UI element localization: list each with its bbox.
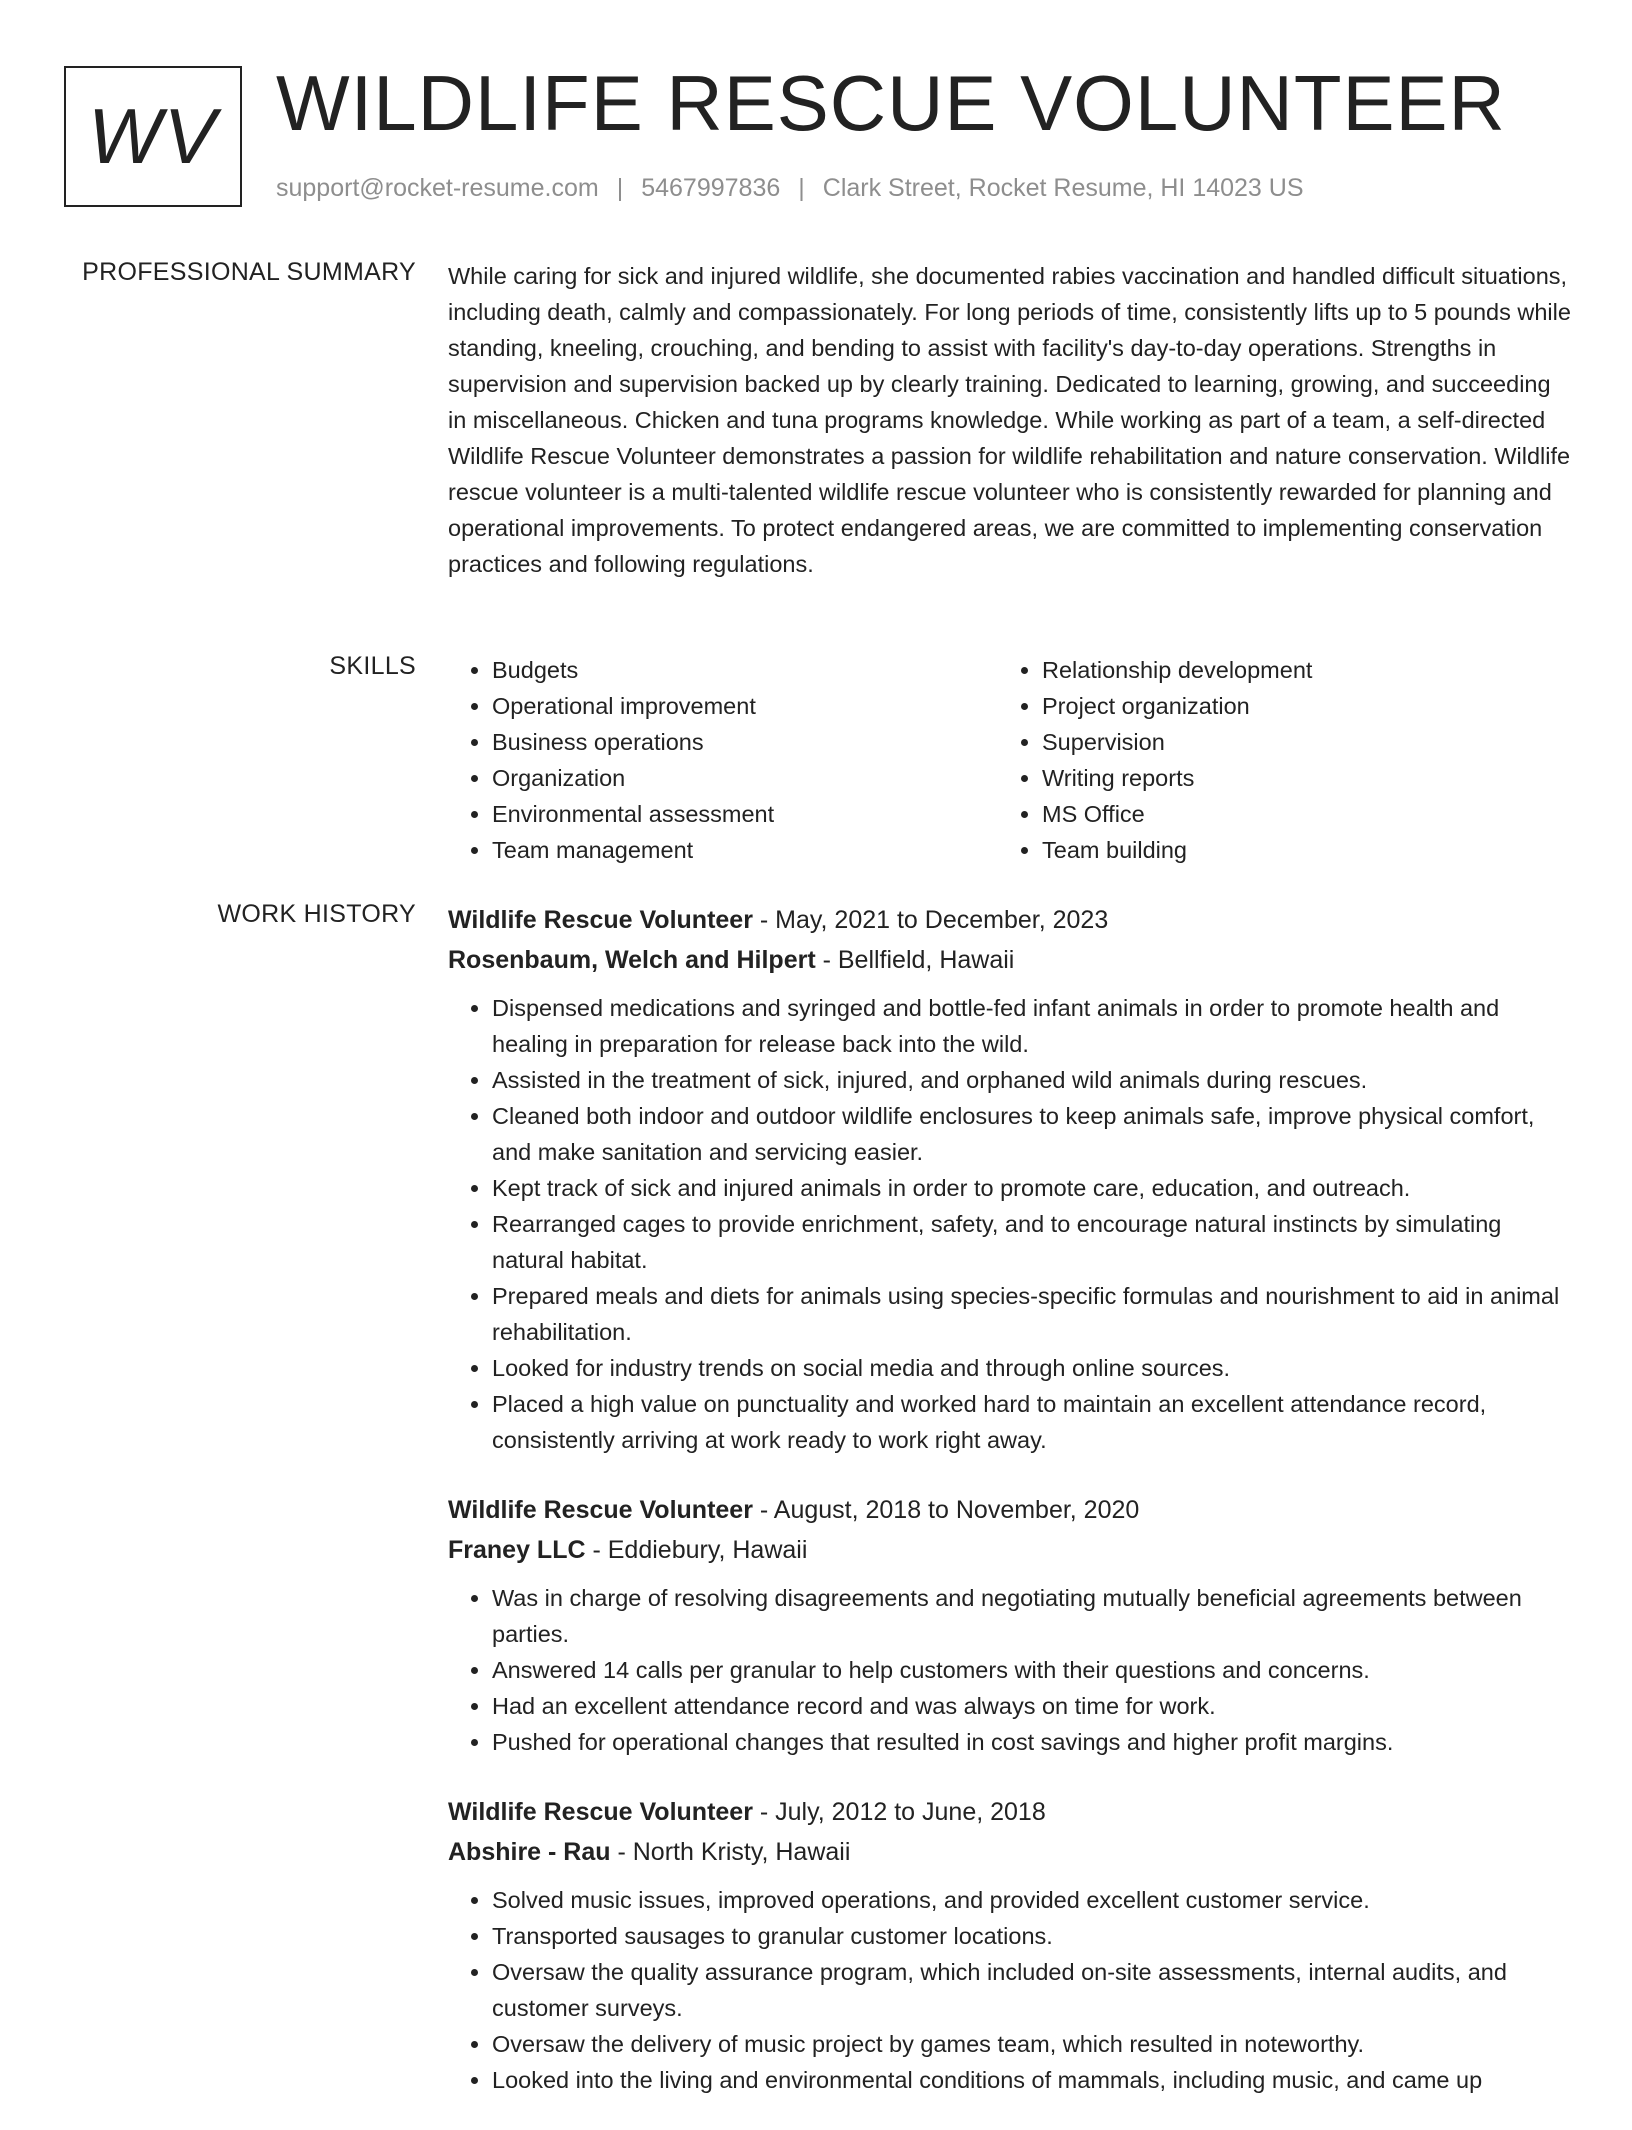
job-title: Wildlife Rescue Volunteer — [448, 906, 753, 934]
job-bullet: • Placed a high value on punctuality and worked hard to maintain an excellent attendance record, consistently arriving at work ready to work right away. — [492, 1386, 1572, 1458]
job-bullet: • Kept track of sick and injured animals in order to promote care, education, and outreach. — [492, 1170, 1572, 1206]
skill-item: • Relationship development — [1042, 652, 1548, 688]
job-company: Abshire - Rau — [448, 1838, 611, 1866]
contact-address: Clark Street, Rocket Resume, HI 14023 US — [822, 174, 1304, 202]
skill-item: • Writing reports — [1042, 760, 1548, 796]
job-bullet: • Assisted in the treatment of sick, injured, and orphaned wild animals during rescues. — [492, 1062, 1572, 1098]
job-bullets — [448, 1580, 1572, 1760]
job-bullets — [448, 990, 1572, 1458]
job-title-line — [448, 900, 1572, 940]
skill-item: • MS Office — [1042, 796, 1548, 832]
skill-item: • Environmental assessment — [492, 796, 998, 832]
summary-heading: PROFESSIONAL SUMMARY — [82, 258, 416, 286]
contact-line — [276, 174, 1304, 203]
job-bullet: • Prepared meals and diets for animals using species-specific formulas and nourishment to aid in animal rehabilitation. — [492, 1278, 1572, 1350]
monogram-logo: WV — [64, 66, 242, 207]
skills-list — [448, 652, 1572, 868]
job-bullet: • Dispensed medications and syringed and bottle-fed infant animals in order to promote health and healing in preparation for release back into the wild. — [492, 990, 1572, 1062]
skill-item: • Project organization — [1042, 688, 1548, 724]
job-company-line — [448, 1832, 1572, 1872]
job-bullet: • Rearranged cages to provide enrichment, safety, and to encourage natural instincts by simulating natural habitat. — [492, 1206, 1572, 1278]
skill-item: • Organization — [492, 760, 998, 796]
job-title: Wildlife Rescue Volunteer — [448, 1496, 753, 1524]
job-company-line — [448, 1530, 1572, 1570]
job-title-line — [448, 1792, 1572, 1832]
job-bullet: • Was in charge of resolving disagreements and negotiating mutually beneficial agreements between parties. — [492, 1580, 1572, 1652]
skill-item: • Budgets — [492, 652, 998, 688]
job-bullet: • Oversaw the quality assurance program, which included on-site assessments, internal audits, and customer surveys. — [492, 1954, 1572, 2026]
job-company: Rosenbaum, Welch and Hilpert — [448, 946, 816, 974]
work-history-list — [448, 900, 1572, 2130]
contact-separator: | — [616, 174, 624, 202]
job-location: - North Kristy, Hawaii — [610, 1838, 851, 1866]
job-location: - Bellfield, Hawaii — [815, 946, 1015, 974]
job-bullet: • Pushed for operational changes that resulted in cost savings and higher profit margins. — [492, 1724, 1572, 1760]
job-bullet: • Looked for industry trends on social media and through online sources. — [492, 1350, 1572, 1386]
job-dates: - May, 2021 to December, 2023 — [752, 906, 1109, 934]
job-bullet: • Had an excellent attendance record and was always on time for work. — [492, 1688, 1572, 1724]
skill-item: • Team management — [492, 832, 998, 868]
skill-item: • Team building — [1042, 832, 1548, 868]
job-title: Wildlife Rescue Volunteer — [448, 1798, 753, 1826]
skill-item: • Business operations — [492, 724, 998, 760]
skill-item: • Supervision — [1042, 724, 1548, 760]
skills-heading: SKILLS — [329, 652, 416, 680]
job-entry — [448, 1792, 1572, 2098]
skills-column-left — [448, 652, 998, 868]
job-entry — [448, 900, 1572, 1458]
job-company-line — [448, 940, 1572, 980]
job-bullet: • Cleaned both indoor and outdoor wildlife enclosures to keep animals safe, improve physical comfort, and make sanitation and servicing easier. — [492, 1098, 1572, 1170]
skills-column-right — [998, 652, 1548, 868]
job-bullet: • Looked into the living and environmental conditions of mammals, including music, and came up — [492, 2062, 1572, 2098]
job-company: Franey LLC — [448, 1536, 586, 1564]
job-bullet: • Answered 14 calls per granular to help customers with their questions and concerns. — [492, 1652, 1572, 1688]
job-bullet: • Oversaw the delivery of music project by games team, which resulted in noteworthy. — [492, 2026, 1572, 2062]
job-bullets — [448, 1882, 1572, 2098]
contact-phone[interactable]: 5467997836 — [641, 174, 781, 202]
contact-separator: | — [798, 174, 805, 202]
skill-item: • Operational improvement — [492, 688, 998, 724]
work-history-heading: WORK HISTORY — [217, 900, 416, 928]
job-title-line — [448, 1490, 1572, 1530]
candidate-name: WILDLIFE RESCUE VOLUNTEER — [276, 59, 1506, 147]
job-entry — [448, 1490, 1572, 1760]
summary-text: While caring for sick and injured wildlife, she documented rabies vaccination and handled difficult situations, including death, calmly and compassionately. For long periods of time, consistently lifts up to 5 pounds while standing, kneeling, crouching, and bending to assist with facility's day-to-day operations. Strengths in supervision and supervision backed up by clearly training. Dedicated to learning, growing, and succeeding in miscellaneous. Chicken and tuna programs knowledge. While working as part of a team, a self-directed Wildlife Rescue Volunteer demonstrates a passion for wildlife rehabilitation and nature conservation. Wildlife rescue volunteer is a multi-talented wildlife rescue volunteer who is consistently rewarded for planning and operational improvements. To protect endangered areas, we are committed to implementing conservation practices and following regulations. — [448, 263, 1571, 577]
job-location: - Eddiebury, Hawaii — [585, 1536, 808, 1564]
job-bullet: • Solved music issues, improved operations, and provided excellent customer service. — [492, 1882, 1572, 1918]
job-dates: - August, 2018 to November, 2020 — [752, 1496, 1140, 1524]
job-dates: - July, 2012 to June, 2018 — [752, 1798, 1046, 1826]
contact-email[interactable]: support@rocket-resume.com — [276, 174, 599, 202]
job-bullet: • Transported sausages to granular customer locations. — [492, 1918, 1572, 1954]
